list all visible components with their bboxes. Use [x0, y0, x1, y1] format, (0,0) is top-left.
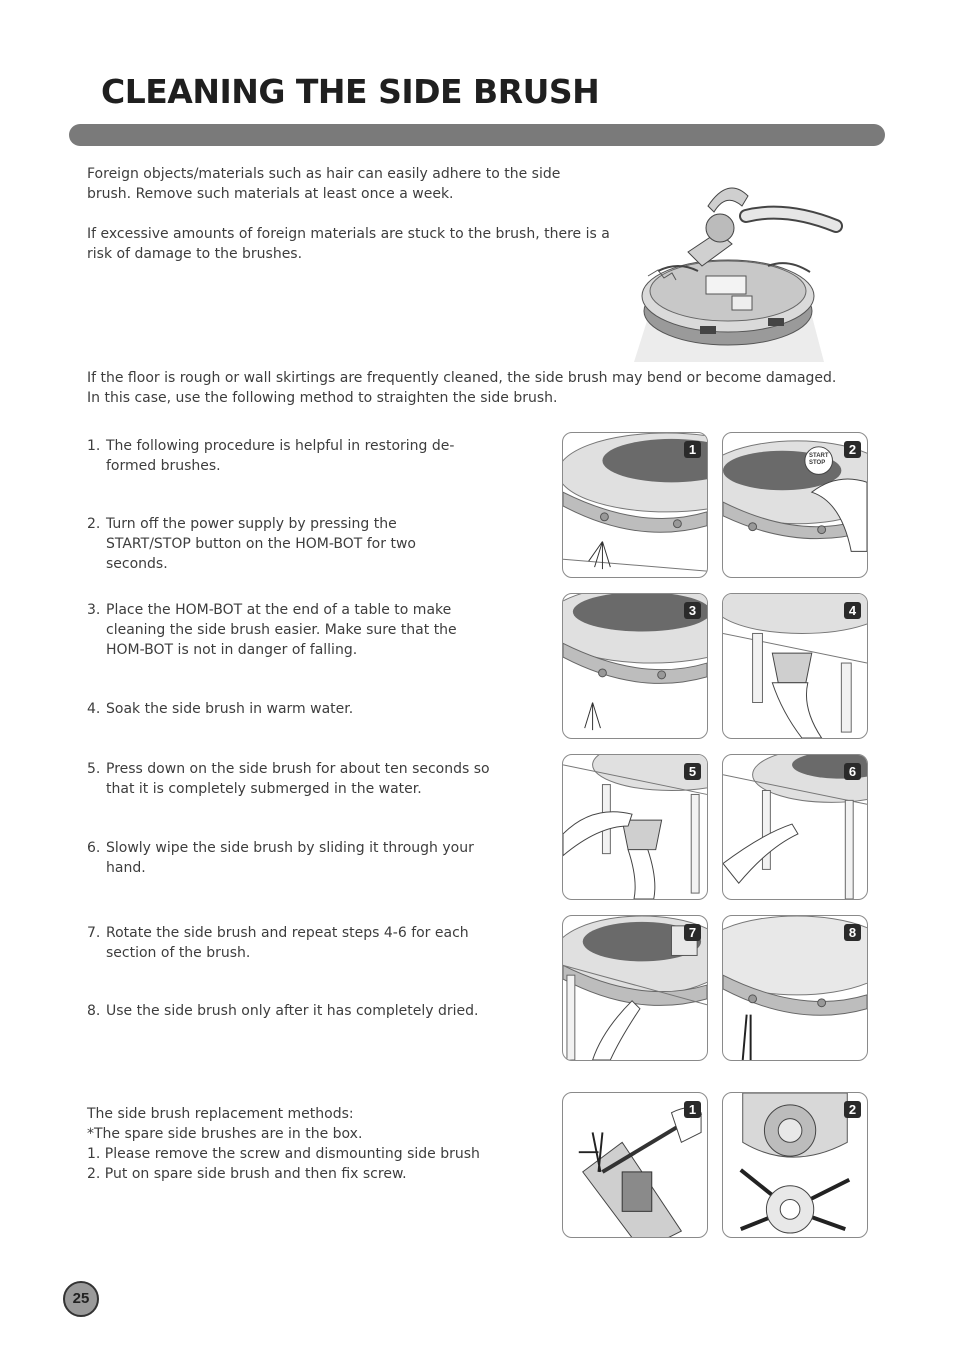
floor-note-line: In this case, use the following method to straighten the side brush.	[87, 390, 558, 406]
step-badge: 5	[684, 763, 701, 780]
floor-note-line: If the floor is rough or wall skirtings are frequently cleaned, the side brush may bend or become damaged.	[87, 370, 837, 386]
step-image-6	[722, 754, 868, 900]
intro-line: If excessive amounts of foreign materials are stuck to the brush, there is a	[87, 226, 610, 242]
step-number: 8.	[87, 1003, 101, 1019]
step-text: Use the side brush only after it has completely dried.	[106, 1003, 479, 1019]
page-title: CLEANING THE SIDE BRUSH	[101, 72, 600, 111]
step-number: 2.	[87, 516, 101, 532]
step-text: Place the HOM-BOT at the end of a table to make cleaning the side brush easier. Make sure that the HOM-BOT is not in danger of falling.	[106, 602, 457, 658]
step-number: 1.	[87, 438, 101, 454]
step-text: Slowly wipe the side brush by sliding it through your hand.	[106, 840, 474, 876]
step-badge: 1	[684, 441, 701, 458]
step-item	[87, 436, 507, 476]
replacement-line: 1. Please remove the screw and dismounting side brush	[87, 1146, 480, 1162]
page-number: 25	[63, 1281, 99, 1317]
step-badge: 6	[844, 763, 861, 780]
start-stop-label	[809, 453, 829, 467]
replacement-line: *The spare side brushes are in the box.	[87, 1126, 363, 1142]
step-item	[87, 759, 507, 799]
step-badge: 1	[684, 1101, 701, 1118]
step-item	[87, 923, 507, 963]
step-text: Press down on the side brush for about ten seconds so that it is completely submerged in the water.	[106, 761, 490, 797]
step-image-2	[722, 432, 868, 578]
step-image-3	[562, 593, 708, 739]
floor-note	[87, 368, 887, 408]
intro-line: risk of damage to the brushes.	[87, 246, 303, 262]
step-item	[87, 514, 507, 574]
step-number: 5.	[87, 761, 101, 777]
replacement-image-2	[722, 1092, 868, 1238]
step-badge: 3	[684, 602, 701, 619]
step-image-7	[562, 915, 708, 1061]
title-underline-bar	[69, 124, 885, 146]
step-badge: 8	[844, 924, 861, 941]
intro-line: brush. Remove such materials at least once a week.	[87, 186, 454, 202]
stop-label: STOP	[809, 460, 826, 466]
intro-text	[87, 164, 627, 264]
step-badge: 4	[844, 602, 861, 619]
step-number: 4.	[87, 701, 101, 717]
intro-line: Foreign objects/materials such as hair can easily adhere to the side	[87, 166, 561, 182]
step-number: 7.	[87, 925, 101, 941]
step-number: 6.	[87, 840, 101, 856]
replacement-text	[87, 1104, 480, 1184]
step-image-5	[562, 754, 708, 900]
step-text: Rotate the side brush and repeat steps 4-6 for each section of the brush.	[106, 925, 469, 961]
step-item	[87, 600, 507, 660]
step-badge: 2	[844, 441, 861, 458]
step-image-4	[722, 593, 868, 739]
step-item	[87, 838, 507, 878]
step-item	[87, 699, 507, 719]
step-badge: 7	[684, 924, 701, 941]
step-text: Turn off the power supply by pressing the START/STOP button on the HOM-BOT for two seconds.	[106, 516, 416, 572]
robot-vacuum-illustration	[628, 176, 858, 362]
step-item	[87, 1001, 507, 1021]
step-badge: 2	[844, 1101, 861, 1118]
step-number: 3.	[87, 602, 101, 618]
step-text: Soak the side brush in warm water.	[106, 701, 354, 717]
step-text: The following procedure is helpful in restoring de-formed brushes.	[106, 438, 455, 474]
start-label: START	[809, 453, 829, 459]
replacement-line: 2. Put on spare side brush and then fix screw.	[87, 1166, 407, 1182]
replacement-line: The side brush replacement methods:	[87, 1106, 354, 1122]
step-image-8	[722, 915, 868, 1061]
replacement-image-1	[562, 1092, 708, 1238]
step-image-1	[562, 432, 708, 578]
